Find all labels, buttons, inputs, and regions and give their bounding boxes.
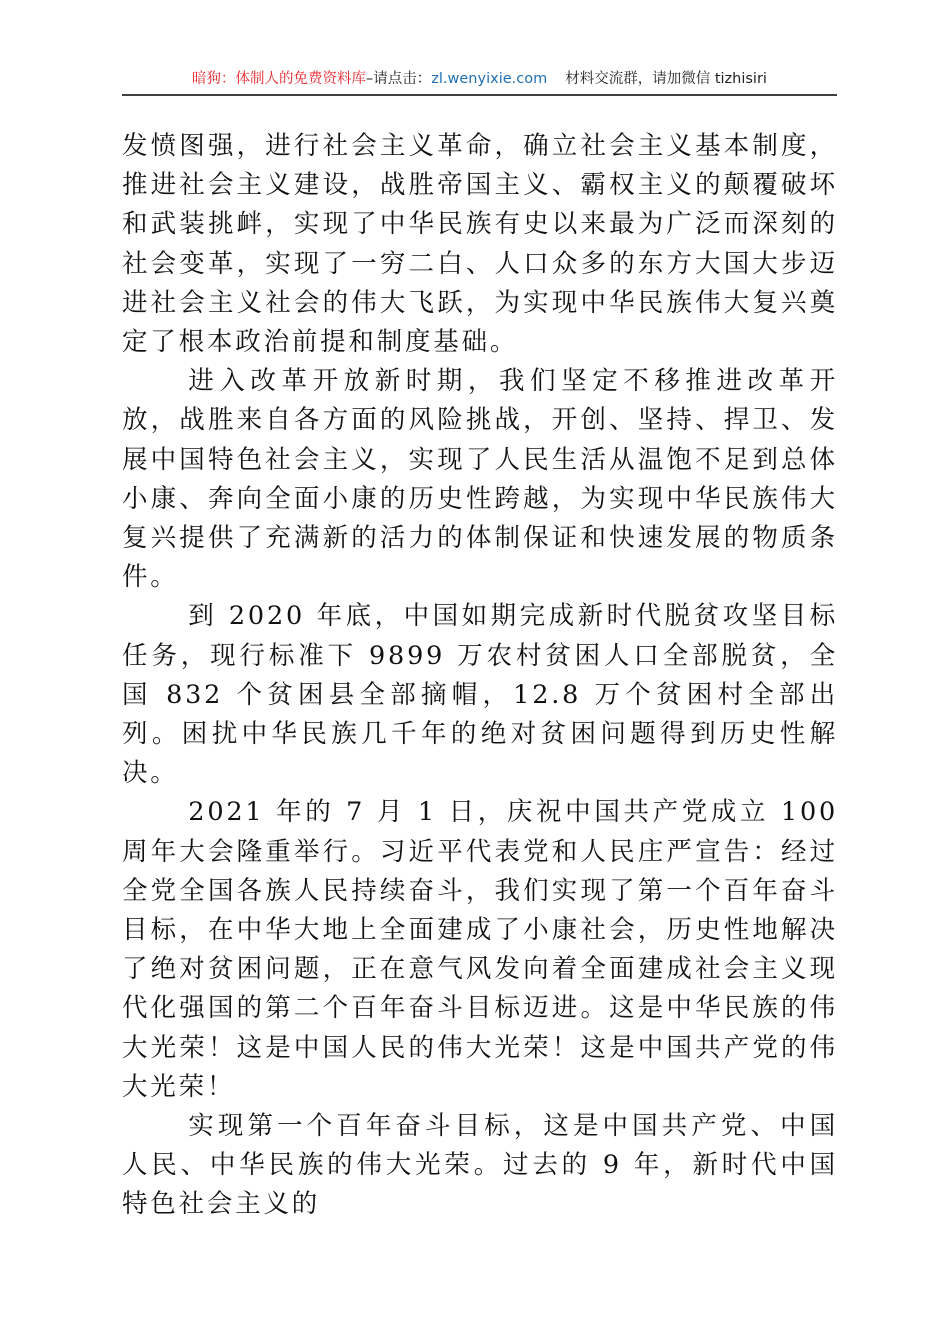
header-contact: 材料交流群，请加微信 tizhisiri — [565, 71, 767, 87]
page-header — [122, 68, 837, 96]
paragraph-2: 进入改革开放新时期，我们坚定不移推进改革开放，战胜来自各方面的风险挑战，开创、坚持、捍卫、发展中国特色社会主义，实现了人民生活从温饱不足到总体小康、奔向全面小康的历史性跨越，为实现中华民族伟大复兴提供了充满新的活力的体制保证和快速发展的物质条件。 — [122, 366, 838, 593]
header-prompt: –请点击： — [366, 71, 432, 87]
header-brand: 暗狗：体制人的免费资料库 — [192, 71, 367, 87]
paragraph-3: 到 2020 年底，中国如期完成新时代脱贫攻坚目标任务，现行标准下 9899 万农村贫困人口全部脱贫，全国 832 个贫困县全部摘帽，12.8 万个贫困村全部出列。困扰中华民族几千年的绝对贫困问题得到历史性解决。 — [122, 601, 838, 789]
document-body — [122, 127, 838, 1225]
paragraph-1: 发愤图强，进行社会主义革命，确立社会主义基本制度，推进社会主义建设，战胜帝国主义、霸权主义的颠覆破坏和武装挑衅，实现了中华民族有史以来最为广泛而深刻的社会变革，实现了一穷二白、人口众多的东方大国大步迈进社会主义社会的伟大飞跃，为实现中华民族伟大复兴奠定了根本政治前提和制度基础。 — [122, 131, 838, 358]
header-link[interactable]: zl.wenyixie.com — [431, 71, 548, 87]
paragraph-4: 2021 年的 7 月 1 日，庆祝中国共产党成立 100 周年大会隆重举行。习近平代表党和人民庄严宣告：经过全党全国各族人民持续奋斗，我们实现了第一个百年奋斗目标，在中华大地上全面建成了小康社会，历史性地解决了绝对贫困问题，正在意气风发向着全面建成社会主义现代化强国的第二个百年奋斗目标迈进。这是中华民族的伟大光荣！这是中国人民的伟大光荣！这是中国共产党的伟大光荣！ — [122, 797, 838, 1102]
paragraph-5: 实现第一个百年奋斗目标，这是中国共产党、中国人民、中华民族的伟大光荣。过去的 9 年，新时代中国特色社会主义的 — [122, 1111, 838, 1220]
